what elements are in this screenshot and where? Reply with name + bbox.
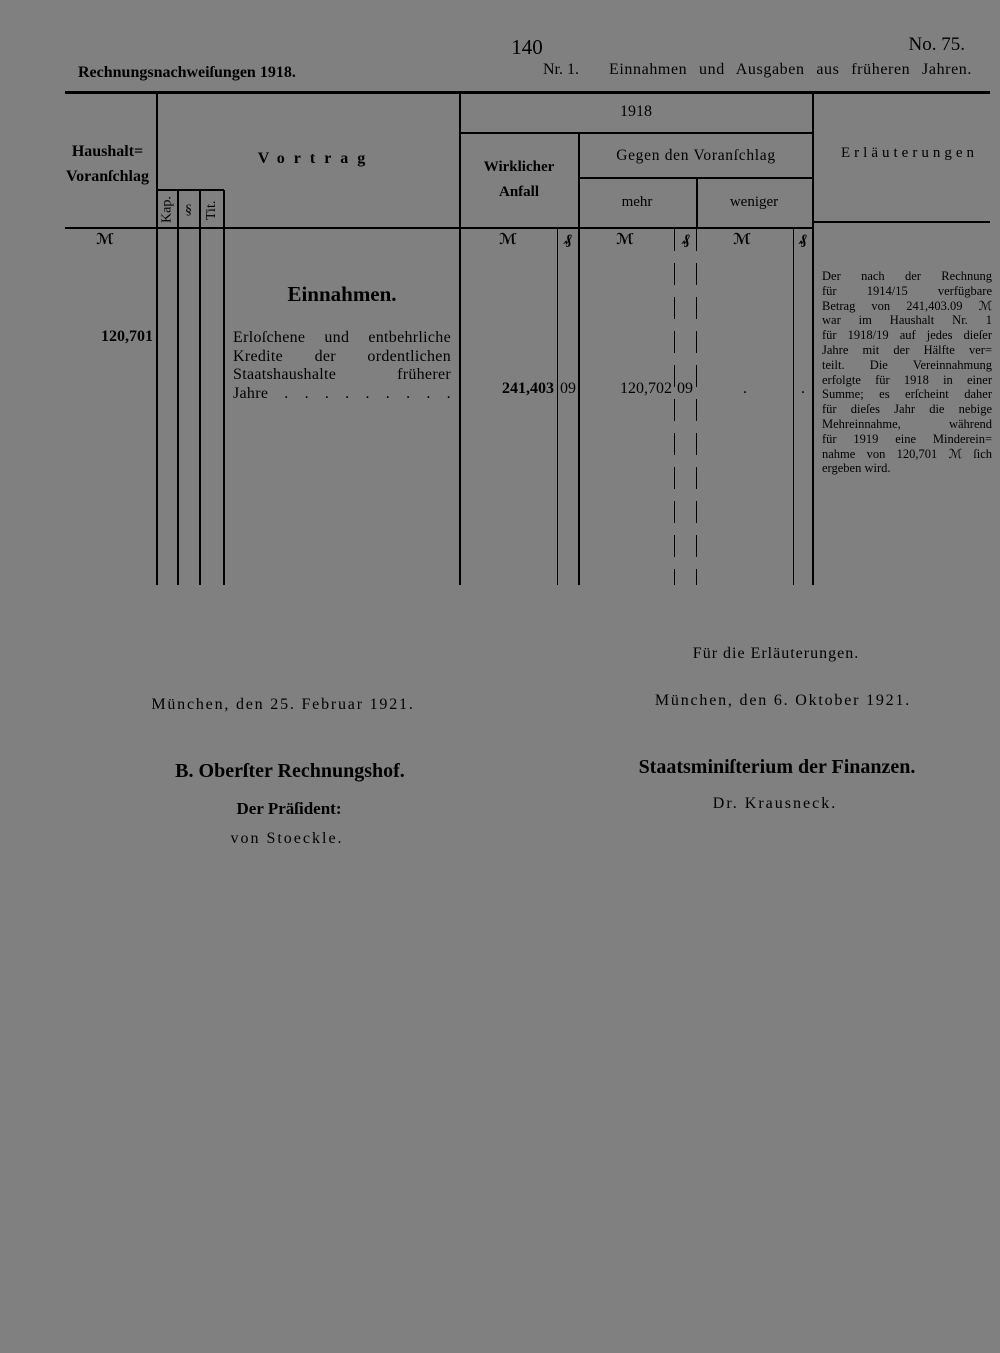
table-rule: [813, 221, 990, 223]
header-tit: Tit.: [204, 200, 219, 220]
header-title-text: Einnahmen und Ausgaben aus früheren Jahren.: [609, 62, 972, 78]
note-line: war im Haushalt Nr. 1: [822, 313, 992, 328]
left-place-date: München, den 25. Februar 1921.: [151, 696, 415, 713]
cell-mehr-mark: 120,702: [620, 380, 672, 397]
cell-mehr-pf: 09: [677, 380, 693, 397]
right-signatory: Dr. Krausneck.: [712, 795, 838, 812]
header-kap: Kap.: [159, 196, 175, 224]
unit-mark: ℳ: [499, 232, 517, 248]
table-rule: [696, 229, 697, 585]
header-series: Rechnungsnachweiſungen 1918.: [78, 64, 296, 81]
unit-pfennig: ₰: [799, 232, 807, 248]
table-rule: [65, 227, 814, 229]
cell-haushalt-voranschlag: 120,701: [101, 328, 153, 345]
table-rule: [674, 229, 675, 585]
table-rule: [812, 93, 814, 585]
table-rule: [177, 190, 179, 585]
unit-pfennig: ₰: [564, 232, 572, 248]
vortrag-line: Staatshaushalte früherer: [233, 366, 451, 383]
note-line: ergeben wird.: [822, 461, 891, 476]
table-rule: [199, 190, 201, 585]
table-rule: [157, 189, 224, 191]
right-place-date: München, den 6. Oktober 1921.: [654, 692, 912, 709]
explanations-label: Für die Erläuterungen.: [692, 645, 860, 662]
cell-wirklicher-mark: 241,403: [502, 380, 554, 397]
table-rule: [460, 132, 813, 134]
top-rule: [65, 91, 990, 94]
header-vortrag: Vortrag: [257, 150, 375, 167]
note-line: erfolgte für 1918 in einer: [822, 372, 992, 387]
header-title: [609, 62, 972, 78]
note-line: Mehreinnahme, während: [822, 416, 992, 431]
note-line: für dieſes Jahr die nebige: [822, 402, 992, 417]
cell-wirklicher-pf: 09: [560, 380, 576, 397]
unit-mark: ℳ: [616, 232, 634, 248]
table-rule: [578, 177, 813, 179]
header-gegen-voranschlag: Gegen den Voranſchlag: [616, 147, 776, 164]
note-line: für 1918/19 auf jedes dieſer: [822, 328, 992, 343]
table-rule: [793, 229, 794, 585]
note-line: teilt. Die Vereinnahmung: [822, 357, 992, 372]
header-haushalt-line2: Voranſchlag: [66, 168, 149, 185]
unit-pfennig: ₰: [682, 232, 690, 248]
cell-weniger-pf: .: [801, 380, 805, 397]
table-rule: [223, 190, 225, 585]
cell-vortrag: [233, 329, 451, 403]
note-line: Jahre mit der Hälfte ver=: [822, 342, 992, 357]
note-line: nahme von 120,701 ℳ ſich: [822, 446, 992, 461]
header-wirklicher-line1: Wirklicher: [483, 159, 555, 175]
header-mehr: mehr: [621, 194, 653, 210]
header-weniger: weniger: [729, 194, 779, 210]
header-erlaeuterungen: Erläuterungen: [841, 145, 978, 161]
note-line: Betrag von 241,403.09 ℳ: [822, 298, 992, 313]
cell-erlaeuterungen: [822, 269, 992, 476]
document-number: No. 75.: [908, 34, 965, 55]
unit-mark: ℳ: [733, 232, 751, 248]
table-rule: [557, 229, 558, 585]
note-line: Der nach der Rechnung: [822, 269, 992, 283]
right-authority: Staatsminiſterium der Finanzen.: [638, 756, 916, 778]
page-number: 140: [511, 35, 543, 59]
left-role: Der Präſident:: [236, 799, 342, 818]
note-line: Summe; es erſcheint daher: [822, 387, 992, 402]
left-authority: B. Oberſter Rechnungshof.: [175, 760, 405, 782]
note-line: für 1919 eine Minderein=: [822, 431, 992, 446]
header-year: 1918: [620, 103, 652, 120]
left-signatory: von Stoeckle.: [230, 830, 344, 847]
vortrag-line: Jahre . . . . . . . . .: [233, 384, 451, 402]
unit-mark: ℳ: [96, 232, 114, 248]
section-title: Einnahmen.: [287, 282, 397, 306]
vortrag-line: Kredite der ordentlichen: [233, 347, 451, 365]
header-wirklicher-line2: Anfall: [498, 184, 539, 200]
vortrag-line: Erloſchene und entbehrliche: [233, 329, 451, 346]
cell-weniger-mark: .: [743, 380, 747, 397]
header-nr: Nr. 1.: [543, 61, 579, 78]
header-haushalt-line1: Haushalt=: [71, 143, 144, 160]
note-line: für 1914/15 verfügbare: [822, 283, 992, 298]
header-paragraph: §: [181, 202, 196, 218]
